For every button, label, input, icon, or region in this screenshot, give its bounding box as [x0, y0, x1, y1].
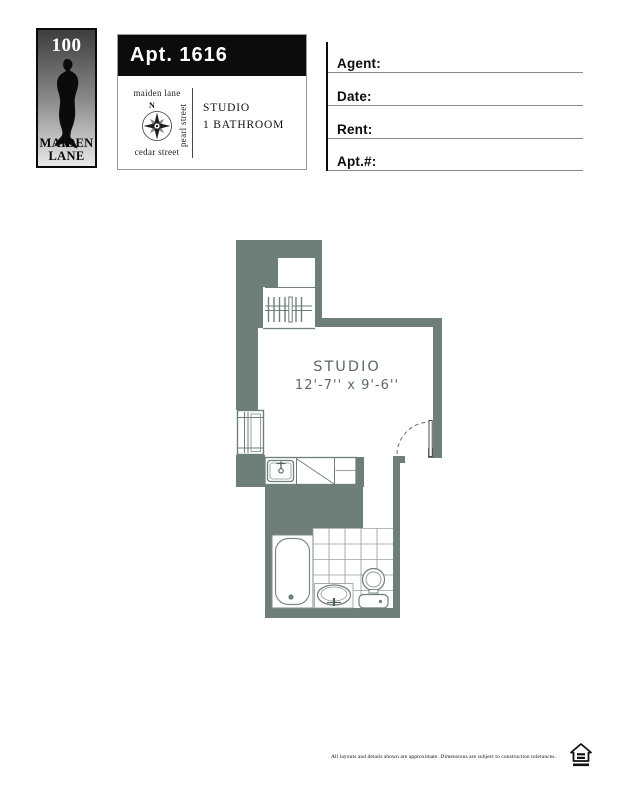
door-leaf	[429, 421, 432, 457]
agent-field-label: Agent:	[337, 56, 381, 71]
kitchenette	[265, 458, 356, 485]
disclaimer-text: All layouts and details shown are approximate. Dimensions are subject to construction tolerances.	[330, 754, 556, 760]
window-shaft	[238, 411, 264, 455]
unit-bathrooms-label: 1 BATHROOM	[203, 119, 285, 131]
street-label-right: pearl street	[178, 103, 188, 147]
toilet	[359, 569, 388, 609]
apartment-title: Apt. 1616	[130, 44, 228, 66]
street-label-top: maiden lane	[133, 88, 181, 98]
door-swing-arc	[397, 422, 430, 454]
bathroom	[272, 528, 393, 608]
rent-field-label: Rent:	[337, 122, 373, 137]
logo-name-line1: MAIDEN	[39, 135, 94, 150]
room-dimensions-text: 12'-7'' x 9'-6''	[294, 378, 400, 393]
logo-name-line2: LANE	[48, 148, 85, 163]
closet	[263, 288, 315, 329]
apt-number-field-label: Apt.#:	[337, 154, 377, 169]
entry-door	[397, 421, 432, 457]
walls	[236, 240, 442, 618]
room-label	[295, 359, 399, 393]
compass-north-label: N	[149, 101, 155, 110]
unit-type-label: STUDIO	[203, 102, 250, 114]
logo-number: 100	[51, 35, 82, 56]
bathroom-sink	[315, 584, 354, 609]
street-label-bottom: cedar street	[134, 147, 180, 157]
room-name-text: STUDIO	[313, 359, 381, 375]
date-field-label: Date:	[337, 89, 372, 104]
tub-drain	[288, 594, 293, 599]
kitchen-sink	[268, 461, 294, 482]
bathtub	[272, 535, 313, 608]
equal-housing-icon	[569, 742, 593, 768]
closet-hangers	[269, 297, 302, 322]
